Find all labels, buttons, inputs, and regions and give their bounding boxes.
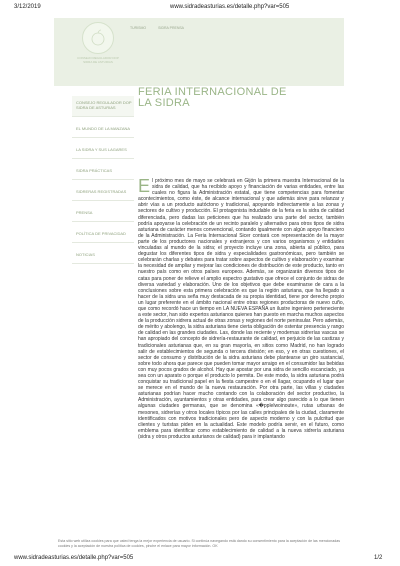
sidebar-item-noticias[interactable]: NOTICIAS	[72, 248, 134, 264]
top-link-prensa[interactable]: SIDRA PRENSA	[158, 26, 185, 30]
page-number: 1/2	[374, 555, 383, 561]
top-link-turismo[interactable]: TURISMO	[130, 26, 147, 30]
site-logo[interactable]	[75, 22, 121, 68]
print-footer	[0, 555, 400, 565]
print-url: www.sidradeasturias.es/detalle.php?var=505	[170, 4, 290, 10]
print-date: 3/12/2019	[14, 4, 41, 10]
sidebar-nav	[72, 96, 134, 269]
cookie-text: Esta sitio web utiliza cookies para que usted tenga la mejor experiencia de usuario. Si continúa navegando está dando su consentimiento para la aceptación de las mencionadas cookies y la aceptación de nuestra política de cookies, pinche el enlace para mayor información.	[58, 539, 341, 548]
logo-caption: CONSEJO REGULADOR DOP SIDRA DE ASTURIAS	[77, 56, 119, 64]
apple-logo-icon	[82, 22, 114, 54]
drop-cap: E	[138, 178, 151, 196]
sidebar-item-consejo[interactable]: CONSEJO REGULADOR DOP SIDRA DE ASTURIAS	[72, 96, 134, 117]
footer-url: www.sidradeasturias.es/detalle.php?var=505	[14, 555, 134, 561]
top-nav	[130, 26, 184, 30]
sidebar-item-sidreras[interactable]: SIDRERAS REGISTRADAS	[72, 185, 134, 201]
article-body	[138, 178, 344, 503]
print-header	[0, 4, 400, 14]
sidebar-item-manzana[interactable]: EL MUNDO DE LA MANZANA	[72, 122, 134, 138]
sidebar-item-privacidad[interactable]: POLÍTICA DE PRIVACIDAD	[72, 227, 134, 243]
sidebar-item-lagares[interactable]: LA SIDRA Y SUS LAGARES	[72, 143, 134, 159]
sidebar-item-prensa[interactable]: PRENSA	[72, 206, 134, 222]
cookie-accept-link[interactable]: OK	[212, 543, 218, 548]
page-title: FERIA INTERNACIONAL DE LA SIDRA	[138, 86, 287, 110]
sidebar-item-practicas[interactable]: SIDRA PRÁCTICAS	[72, 164, 134, 180]
cookie-notice	[58, 539, 348, 548]
article-text: l próximo mes de mayo se celebrará en Gijón la primera muestra Internacional de la sidra de calidad, que ha recibido apoyo y financiación de varias entidades, entre las cuales no figura la Administración estatal, que tiene competencias para fomentar acontecimientos, como éste, de alcance internacional y que además sirve para relanzar y abrir vías a un producto autóctono y tradicional, apoyando indirectamente a las zonas y sectores de cultivo y producción. El protagonista indudable de la feria es la sidra de calidad diferenciada, pero dadas las peticiones que ha realizado una parte del sector, también podría apoyarse la celebración de un recinto paralelo y alternativo para otros tipos de sidra asturiana de carácter menos convencional, contando igualmente con algún apoyo financiero de la Administración. La Feria Internacional Sicer contará con representación de la mayor parte de los productores nacionales y extranjeros y con varios organismos y entidades vinculadas al mundo de la sidra; el proyecto incluye una zona, abierta al público, para degustar los diferentes tipos de sidra y especialidades gastronómicas, pero también se celebrarán charlas y debates para tratar sobre aspectos de cultivo y elaboración y examinar la necesidad de ampliar y mejorar las condiciones de distribución de este producto, tanto en nuestro país como en otros países europeos. Además, se organizarán diversos tipos de catas para poner de relieve el amplio espectro gustativo que ofrece el conjunto de sidras de diversa variedad y elaboración. Uno de los objetivos que debe examinarse de cara a la conclusiones sobre esta primera celebración es que la región asturiana, que ha llegado a hacer de la sidra una seña muy destacada de su propia identidad, tiene por derecho propio un lugar preferente en el ámbito nacional entre otras regiones productoras de nuevo cuño, que como recordó hace un tiempo en LA NUEVA ESPAÑA un ilustre ingeniero perteneciente a este sector, han sido expertos asturianos quienes han puesto en marcha muchos aspectos de la producción sidrera actual de otras zonas y regiones del norte peninsular. Pero además, de mérito y abolengo, la sidra asturiana tiene cierta obligación de ostentar presencia y rango de calidad en las grandes ciudades. Las, donde las reciente y modernas sidrerías vascas se han apropiado del concepto de sidrería-restaurante de calidad, en perjuicio de las castizas y tradicionales asturianas que, en su gran mayoría, en sitios como Madrid, no han logrado salir de establecimientos de segunda o tercera división; en eso, y en otras cuestiones, el sector de consumo y distribución de la sidra asturiana debe plantearse un giro sustancial, sobre todo ahora que parece que pueden tomar mayor arraigo en el consumidor las bebidas con muy pocos grados de alcohol. Hay que apostar por una sidra de sencillo escanciado, ya sea con un aparato o porque el producto lo permita. De este modo, la sidra asturiana podrá conquistar su tradicional papel en la fiesta campestre o en el llagar, ocupando el lugar que se merece en el mundo de la nueva restauración. Por otra parte, las villas y ciudades asturianas podrían hacer mucho contando con la colaboración del sector productivo, la Administración, ayuntamientos y otras entidades, para crear algo parecido a lo que tienen algunas ciudades germanas, que se denomina «�pplelwoinoute», rutas urbanas de mesones, sidrerías y otros locales típicos por las calles principales de la ciudad, claramente identificados con motivos tradicionales pero de aspecto moderno y con la pulcritud que clientes y turistas piden en la actualidad. Este modelo podría servir, en el futuro, como emblema para identificar como establecimiento de calidad a la nueva sidrería asturiana (sidra y otros productos asturianos de calidad) para ir implantando	[138, 178, 344, 440]
